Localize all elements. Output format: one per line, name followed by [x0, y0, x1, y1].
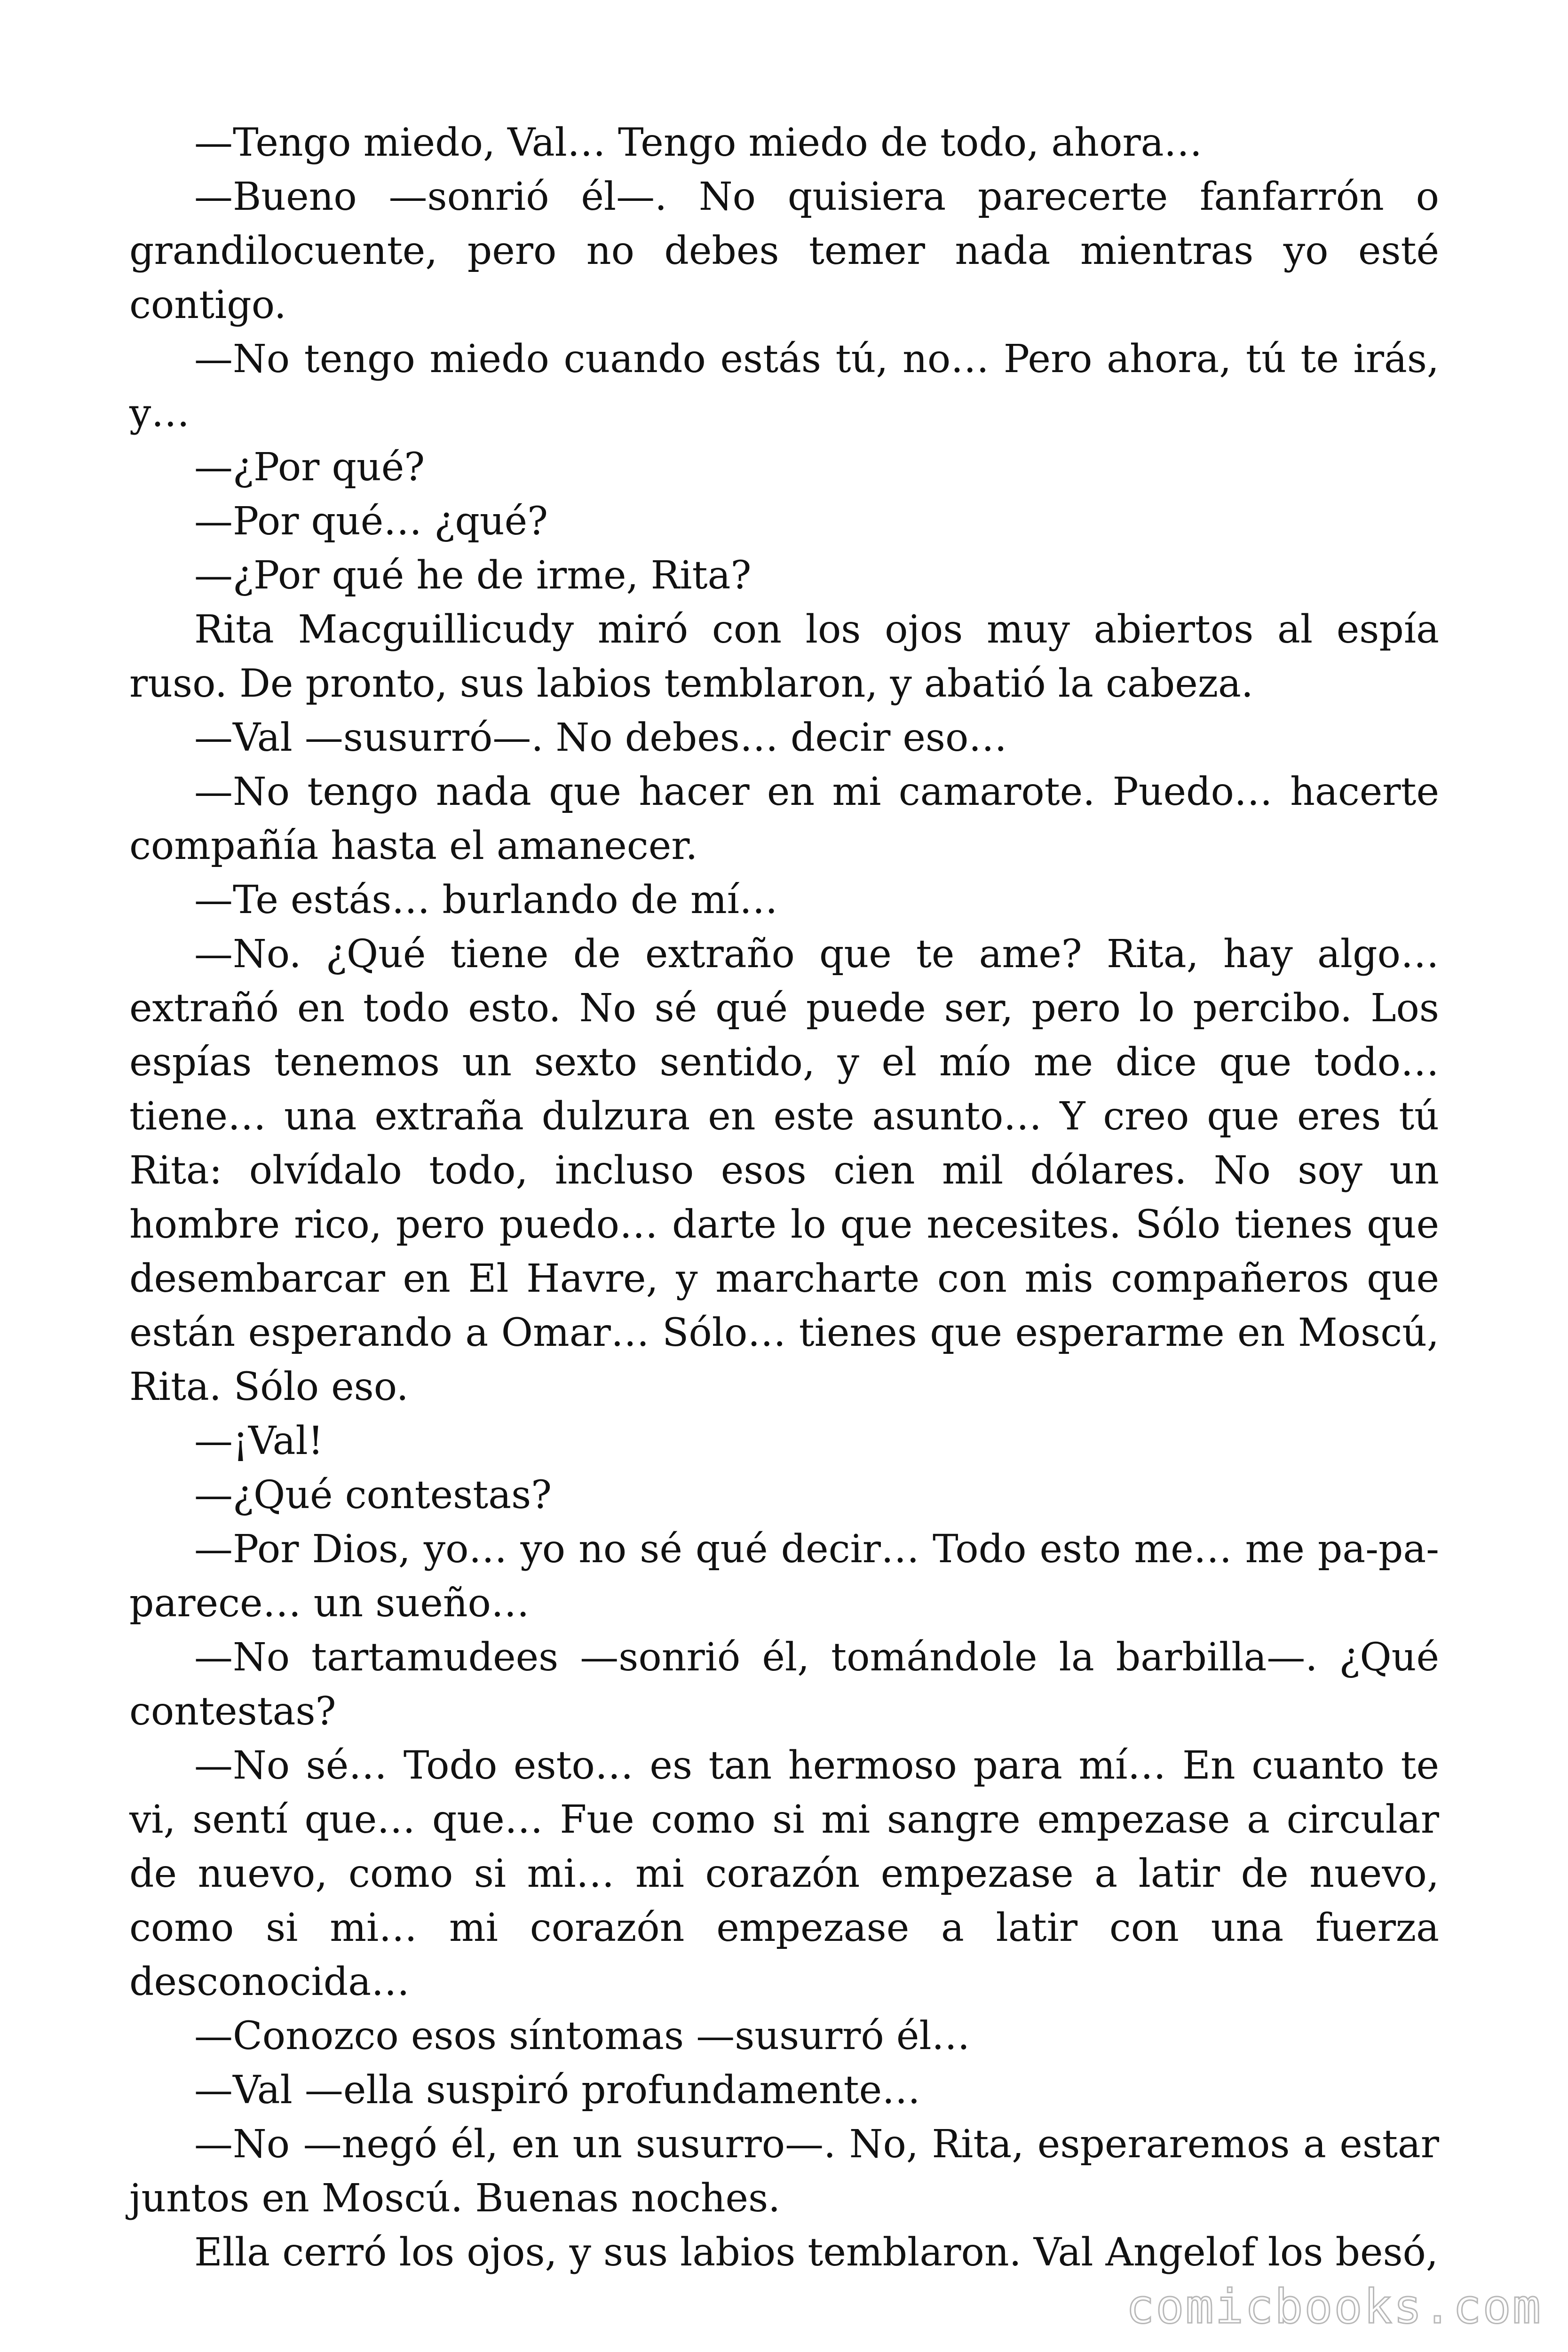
paragraph: —Por Dios, yo… yo no sé qué decir… Todo esto me… me pa-pa-parece… un sueño… — [129, 1527, 1439, 1626]
paragraph: —No tengo nada que hacer en mi camarote. Puedo… hacerte compañía hasta el amanecer. — [129, 770, 1439, 868]
paragraph: —Por qué… ¿qué? — [194, 499, 548, 544]
paragraph: —No tartamudees —sonrió él, tomándole la barbilla—. ¿Qué contestas? — [129, 1635, 1439, 1734]
paragraph: —Conozco esos síntomas —susurró él… — [194, 2014, 970, 2058]
paragraph: —¿Por qué he de irme, Rita? — [194, 553, 752, 598]
paragraph: —Bueno —sonrió él—. No quisiera parecerte fanfarrón o grandilocuente, pero no debes temer nada mientras yo esté contigo. — [129, 175, 1439, 327]
paragraph: —No tengo miedo cuando estás tú, no… Pero ahora, tú te irás, y… — [129, 337, 1439, 436]
paragraph: Ella cerró los ojos, y sus labios temblaron. Val Angelof los besó, — [194, 2230, 1438, 2275]
paragraph: —¿Qué contestas? — [194, 1473, 552, 1518]
body-text — [129, 116, 1439, 2280]
paragraph: —Te estás… burlando de mí… — [194, 878, 778, 922]
paragraph: —¿Por qué? — [194, 445, 425, 490]
paragraph: —Tengo miedo, Val… Tengo miedo de todo, ahora… — [194, 120, 1203, 165]
watermark: comicbooks.com — [1126, 2279, 1542, 2334]
paragraph: —No. ¿Qué tiene de extraño que te ame? Rita, hay algo… extrañó en todo esto. No sé qué puede ser, pero lo percibo. Los espías tenemos un sexto sentido, y el mío me dice que todo… tiene… una extraña dulzura en este asunto… Y creo que eres tú Rita: olvídalo todo, incluso esos cien mil dólares. No soy un hombre rico, pero puedo… darte lo que necesites. Sólo tienes que desembarcar en El Havre, y marcharte con mis compañeros que están esperando a Omar… Sólo… tienes que esperarme en Moscú, Rita. Sólo eso. — [129, 932, 1439, 1409]
paragraph: —¡Val! — [194, 1419, 324, 1463]
paragraph: —Val —susurró—. No debes… decir eso… — [194, 715, 1007, 760]
paragraph: —No sé… Todo esto… es tan hermoso para mí… En cuanto te vi, sentí que… que… Fue como si mi sangre empezase a circular de nuevo, como si mi… mi corazón empezase a latir de nuevo, como si mi… mi corazón empezase a latir con una fuerza desconocida… — [129, 1743, 1439, 2004]
paragraph: —Val —ella suspiró profundamente… — [194, 2068, 921, 2113]
paragraph: Rita Macguillicudy miró con los ojos muy abiertos al espía ruso. De pronto, sus labios temblaron, y abatió la cabeza. — [129, 607, 1439, 706]
paragraph: —No —negó él, en un susurro—. No, Rita, esperaremos a estar juntos en Moscú. Buenas noches. — [129, 2122, 1439, 2221]
